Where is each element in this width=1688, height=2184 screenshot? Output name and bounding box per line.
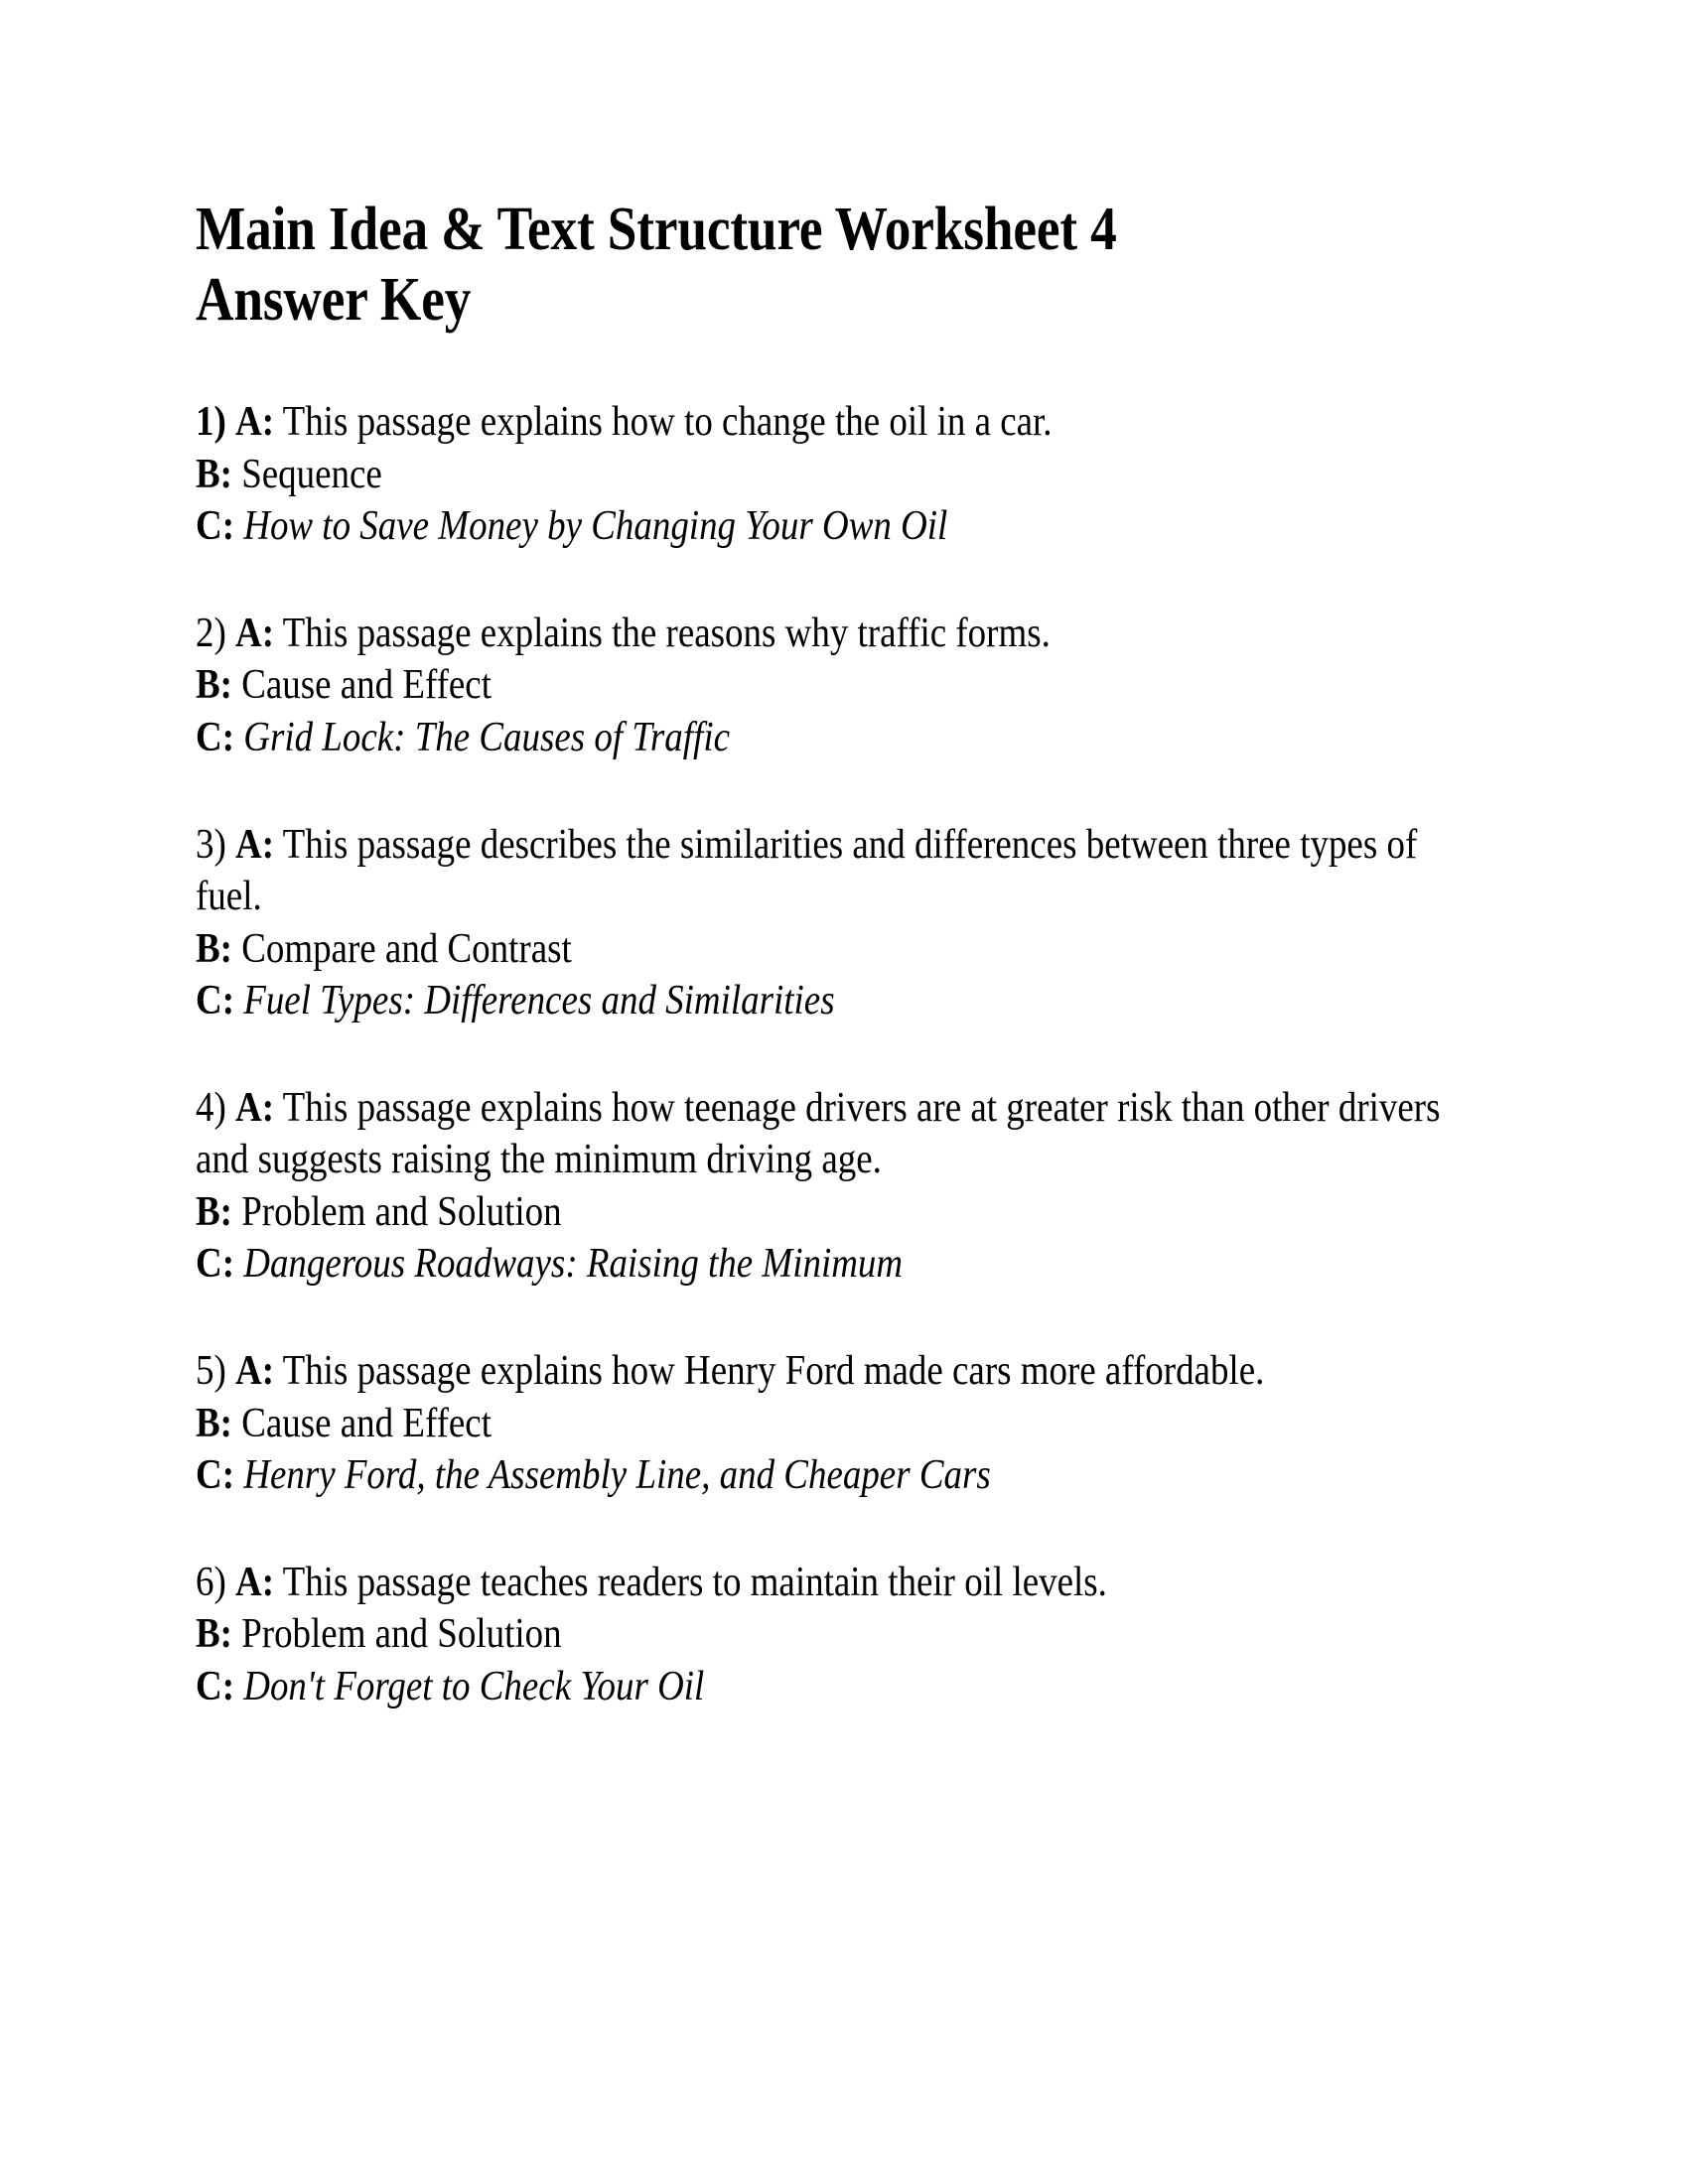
label-c: C: bbox=[196, 1451, 235, 1498]
answer-line-c bbox=[196, 975, 1486, 1026]
answer-c-text: Dangerous Roadways: Raising the Minimum bbox=[243, 1241, 904, 1287]
label-c: C: bbox=[196, 1663, 235, 1709]
answer-item-1 bbox=[196, 396, 1486, 552]
answer-c-text: Grid Lock: The Causes of Traffic bbox=[243, 714, 730, 760]
answer-c-text: Don't Forget to Check Your Oil bbox=[243, 1663, 705, 1709]
answer-item-3 bbox=[196, 819, 1486, 1026]
answer-a-text: This passage explains the reasons why traffic forms. bbox=[282, 611, 1051, 657]
answer-line-b bbox=[196, 1186, 1486, 1238]
answer-a-text: This passage explains how to change the oil in a car. bbox=[282, 399, 1053, 446]
answer-line-c bbox=[196, 712, 1486, 763]
item-number: 4) bbox=[196, 1085, 226, 1132]
label-a: A: bbox=[235, 399, 275, 446]
label-b: B: bbox=[196, 925, 232, 972]
label-b: B: bbox=[196, 1188, 232, 1235]
answer-a-text: This passage explains how Henry Ford made cars more affordable. bbox=[282, 1348, 1265, 1395]
answer-c-text: Fuel Types: Differences and Similarities bbox=[243, 977, 835, 1024]
label-a: A: bbox=[235, 611, 275, 657]
answer-c-text: How to Save Money by Changing Your Own Oil bbox=[243, 502, 948, 549]
answer-item-4 bbox=[196, 1082, 1486, 1290]
label-c: C: bbox=[196, 977, 235, 1024]
answer-line-c bbox=[196, 1449, 1486, 1501]
item-number: 2) bbox=[196, 611, 226, 657]
answer-line-b bbox=[196, 1608, 1486, 1660]
answer-line-b bbox=[196, 659, 1486, 711]
answer-line-b bbox=[196, 923, 1486, 975]
answer-b-text: Cause and Effect bbox=[241, 662, 492, 709]
answer-line-c bbox=[196, 1238, 1486, 1290]
answer-line-a bbox=[196, 1082, 1486, 1186]
answer-b-text: Cause and Effect bbox=[241, 1400, 492, 1446]
answer-line-a bbox=[196, 1345, 1486, 1397]
item-number: 6) bbox=[196, 1560, 226, 1606]
answer-line-a bbox=[196, 819, 1486, 923]
answer-line-a bbox=[196, 608, 1486, 659]
label-c: C: bbox=[196, 714, 235, 760]
page-title-line-1: Main Idea & Text Structure Worksheet 4 bbox=[196, 196, 1117, 263]
answer-line-c bbox=[196, 1661, 1486, 1712]
answer-line-b bbox=[196, 1398, 1486, 1449]
page-title-line-2: Answer Key bbox=[196, 265, 472, 334]
label-a: A: bbox=[235, 1348, 275, 1395]
label-a: A: bbox=[235, 1085, 275, 1132]
label-c: C: bbox=[196, 502, 235, 549]
answer-line-a bbox=[196, 1557, 1486, 1608]
item-number: 5) bbox=[196, 1348, 226, 1395]
answer-item-5 bbox=[196, 1345, 1486, 1501]
label-c: C: bbox=[196, 1241, 235, 1287]
answer-item-6 bbox=[196, 1557, 1486, 1712]
answer-b-text: Problem and Solution bbox=[241, 1188, 562, 1235]
label-a: A: bbox=[235, 1560, 275, 1606]
answer-line-c bbox=[196, 500, 1486, 552]
answer-a-text: This passage teaches readers to maintain their oil levels. bbox=[282, 1560, 1107, 1606]
answer-a-text: This passage explains how teenage drivers are at greater risk than other drivers and suggests raising the minimum driving age. bbox=[196, 1085, 1441, 1183]
answer-a-text: This passage describes the similarities and differences between three types of fuel. bbox=[196, 822, 1418, 920]
answer-line-b bbox=[196, 449, 1486, 500]
answer-item-2 bbox=[196, 608, 1486, 763]
label-b: B: bbox=[196, 1611, 232, 1658]
item-number: 3) bbox=[196, 822, 226, 869]
label-b: B: bbox=[196, 662, 232, 709]
document-body bbox=[196, 195, 1486, 1712]
answer-c-text: Henry Ford, the Assembly Line, and Cheaper Cars bbox=[243, 1451, 991, 1498]
item-number: 1) bbox=[196, 399, 226, 446]
answer-b-text: Problem and Solution bbox=[241, 1611, 562, 1658]
label-b: B: bbox=[196, 1400, 232, 1446]
answer-b-text: Sequence bbox=[241, 451, 382, 497]
label-a: A: bbox=[235, 822, 275, 869]
answer-line-a bbox=[196, 396, 1486, 448]
answer-b-text: Compare and Contrast bbox=[241, 925, 572, 972]
label-b: B: bbox=[196, 451, 232, 497]
page-title bbox=[196, 195, 1483, 335]
